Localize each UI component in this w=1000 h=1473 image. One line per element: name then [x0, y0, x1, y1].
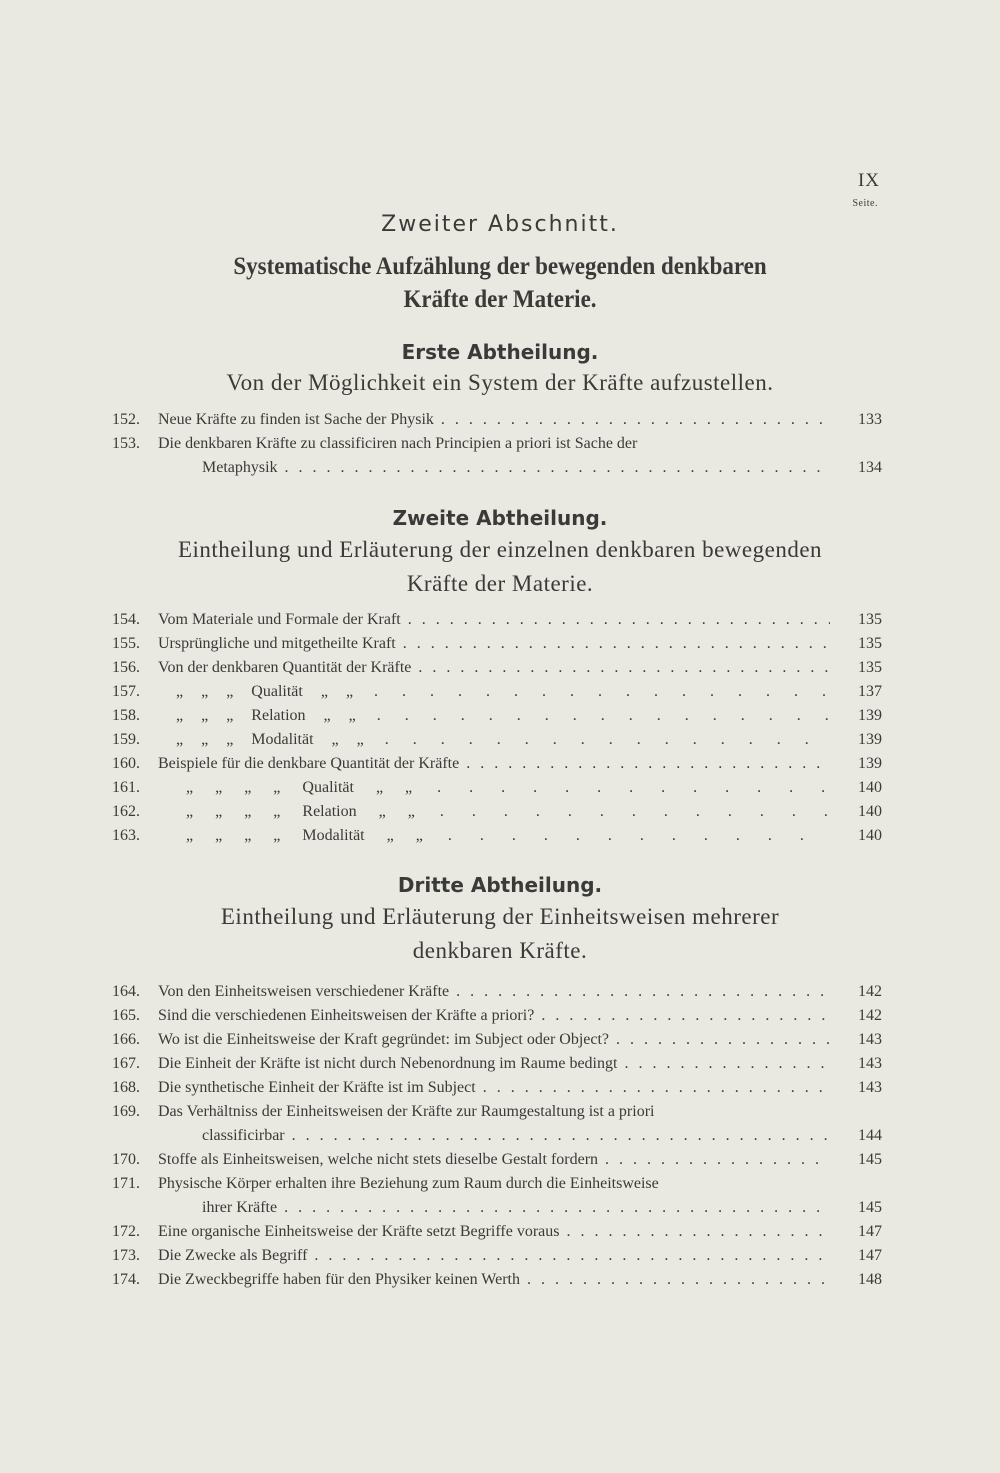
- entry-page: 143: [836, 1052, 882, 1076]
- entry-text: Die Zwecke als Begriff . . .: [158, 1244, 830, 1268]
- entry-number: 156.: [112, 659, 140, 676]
- entry-text: Beispiele für die denkbare Quantität der Kräfte . . .: [158, 752, 830, 776]
- entry-page: 142: [836, 980, 882, 1004]
- toc-entry-153: [112, 432, 882, 480]
- entry-number: 155.: [112, 635, 140, 652]
- entry-text: Die denkbaren Kräfte zu classificiren nach Principien a priori ist Sache der: [158, 435, 638, 452]
- entry-text: „ „ „ Modalität „ „ . . .: [158, 728, 830, 752]
- entry-page: 147: [836, 1220, 882, 1244]
- entry-number: 164.: [112, 983, 140, 1000]
- toc-entry-171: [112, 1172, 882, 1220]
- page-number: IX: [857, 170, 880, 191]
- entry-page: 139: [836, 752, 882, 776]
- toc-entry-152: [112, 408, 882, 432]
- entry-text: Die synthetische Einheit der Kräfte ist im Subject . . .: [158, 1076, 830, 1100]
- entry-text: Die Zweckbegriffe haben für den Physiker keinen Werth . . .: [158, 1268, 830, 1292]
- entry-text: Ursprüngliche und mitgetheilte Kraft . . .: [158, 632, 830, 656]
- section-1-subtitle-line-1: Von der Möglichkeit ein System der Kräfte aufzustellen.: [226, 370, 774, 395]
- toc-entry-161: [112, 776, 882, 800]
- entry-text: Das Verhältniss der Einheitsweisen der Kräfte zur Raumgestaltung ist a priori: [158, 1103, 655, 1120]
- section-1-heading: Erste Abtheilung.: [401, 340, 599, 364]
- entry-page: 140: [836, 824, 882, 848]
- abschnitt-heading: Zweiter Abschnitt.: [381, 212, 619, 237]
- entry-number: 159.: [112, 731, 140, 748]
- entry-number: 154.: [112, 611, 140, 628]
- section-2-entries: [112, 608, 882, 848]
- entry-number: 166.: [112, 1031, 140, 1048]
- toc-entry-169: [112, 1100, 882, 1148]
- entry-page: 148: [836, 1268, 882, 1292]
- entry-text: Die Einheit der Kräfte ist nicht durch Nebenordnung im Raume bedingt . . .: [158, 1052, 830, 1076]
- entry-number: 167.: [112, 1055, 140, 1072]
- entry-number: 172.: [112, 1223, 140, 1240]
- entry-number: 174.: [112, 1271, 140, 1288]
- entry-text: Von der denkbaren Quantität der Kräfte . . .: [158, 656, 830, 680]
- entry-number: 168.: [112, 1079, 140, 1096]
- section-2-heading: Zweite Abtheilung.: [392, 506, 608, 530]
- section-3-entries: [112, 980, 882, 1292]
- part-title-line-2: Kräfte der Materie.: [403, 286, 597, 313]
- entry-text: Von den Einheitsweisen verschiedener Kräfte . . .: [158, 980, 830, 1004]
- toc-entry-166: [112, 1028, 882, 1052]
- entry-page: 139: [836, 728, 882, 752]
- entry-text-continued: Metaphysik . . .: [158, 456, 830, 480]
- toc-entry-163: [112, 824, 882, 848]
- entry-number: 169.: [112, 1103, 140, 1120]
- entry-number: 161.: [112, 779, 140, 796]
- entry-text: Vom Materiale und Formale der Kraft . . .: [158, 608, 830, 632]
- entry-text: Sind die verschiedenen Einheitsweisen der Kräfte a priori? . . .: [158, 1004, 830, 1028]
- toc-entry-162: [112, 800, 882, 824]
- entry-number: 173.: [112, 1247, 140, 1264]
- entry-text: „ „ „ „ Modalität „ „ . . .: [158, 824, 830, 848]
- section-2-subtitle-line-2: Kräfte der Materie.: [406, 571, 594, 596]
- entry-text: Stoffe als Einheitsweisen, welche nicht stets dieselbe Gestalt fordern . . .: [158, 1148, 830, 1172]
- entry-page: 135: [836, 608, 882, 632]
- entry-number: 152.: [112, 411, 140, 428]
- toc-entry-160: [112, 752, 882, 776]
- entry-page: 142: [836, 1004, 882, 1028]
- section-3-heading: Dritte Abtheilung.: [397, 873, 603, 897]
- seite-column-label: Seite.: [852, 198, 878, 209]
- entry-page: 147: [836, 1244, 882, 1268]
- entry-page: 134: [836, 456, 882, 480]
- section-1-entries: [112, 408, 882, 480]
- part-title-line-1: Systematische Aufzählung der bewegenden denkbaren: [233, 253, 767, 280]
- toc-entry-158: [112, 704, 882, 728]
- entry-page: 133: [836, 408, 882, 432]
- entry-number: 158.: [112, 707, 140, 724]
- entry-text: „ „ „ Relation „ „ . . .: [158, 704, 830, 728]
- toc-entry-157: [112, 680, 882, 704]
- entry-page: 137: [836, 680, 882, 704]
- entry-page: 145: [836, 1148, 882, 1172]
- toc-entry-155: [112, 632, 882, 656]
- toc-entry-173: [112, 1244, 882, 1268]
- entry-text: Wo ist die Einheitsweise der Kraft gegründet: im Subject oder Object? . . .: [158, 1028, 830, 1052]
- entry-page: 145: [836, 1196, 882, 1220]
- section-3-subtitle-line-1: Eintheilung und Erläuterung der Einheitsweisen mehrerer: [220, 904, 780, 929]
- entry-number: 160.: [112, 755, 140, 772]
- entry-number: 170.: [112, 1151, 140, 1168]
- section-3-subtitle-line-2: denkbaren Kräfte.: [412, 938, 588, 963]
- entry-number: 171.: [112, 1175, 140, 1192]
- entry-page: 140: [836, 776, 882, 800]
- entry-page: 139: [836, 704, 882, 728]
- entry-number: 165.: [112, 1007, 140, 1024]
- entry-text: „ „ „ „ Relation „ „ . . .: [158, 800, 830, 824]
- toc-entry-170: [112, 1148, 882, 1172]
- toc-entry-168: [112, 1076, 882, 1100]
- toc-entry-165: [112, 1004, 882, 1028]
- toc-entry-164: [112, 980, 882, 1004]
- entry-text-continued: classificirbar . . .: [158, 1124, 830, 1148]
- entry-page: 135: [836, 632, 882, 656]
- toc-entry-167: [112, 1052, 882, 1076]
- entry-page: 143: [836, 1028, 882, 1052]
- entry-text: Physische Körper erhalten ihre Beziehung zum Raum durch die Einheitsweise: [158, 1175, 659, 1192]
- entry-text: „ „ „ „ Qualität „ „ . . .: [158, 776, 830, 800]
- toc-entry-156: [112, 656, 882, 680]
- entry-page: 140: [836, 800, 882, 824]
- entry-text: „ „ „ Qualität „ „ . . .: [158, 680, 830, 704]
- section-2-subtitle-line-1: Eintheilung und Erläuterung der einzelnen denkbaren bewegenden: [177, 537, 823, 562]
- toc-entry-154: [112, 608, 882, 632]
- entry-page: 143: [836, 1076, 882, 1100]
- entry-text: Neue Kräfte zu finden ist Sache der Physik . . .: [158, 408, 830, 432]
- entry-number: 162.: [112, 803, 140, 820]
- entry-page: 135: [836, 656, 882, 680]
- toc-entry-174: [112, 1268, 882, 1292]
- entry-number: 153.: [112, 435, 140, 452]
- toc-entry-159: [112, 728, 882, 752]
- entry-text: Eine organische Einheitsweise der Kräfte setzt Begriffe voraus . . .: [158, 1220, 830, 1244]
- toc-entry-172: [112, 1220, 882, 1244]
- entry-page: 144: [836, 1124, 882, 1148]
- entry-text-continued: ihrer Kräfte . . .: [158, 1196, 830, 1220]
- entry-number: 157.: [112, 683, 140, 700]
- entry-number: 163.: [112, 827, 140, 844]
